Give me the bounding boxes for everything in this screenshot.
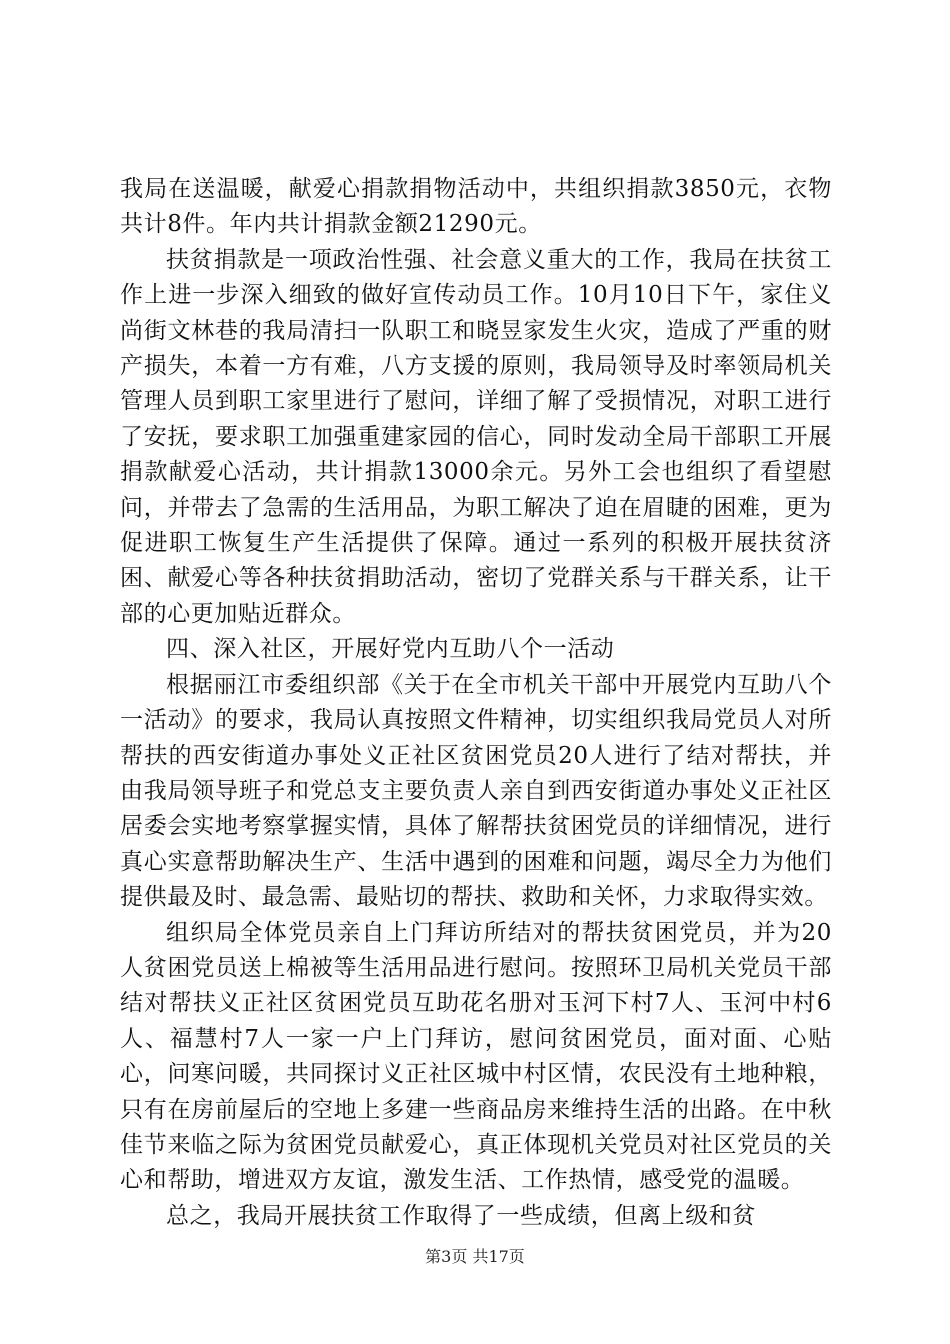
section-heading-community: 四、深入社区，开展好党内互助八个一活动 — [166, 636, 615, 663]
paragraph-poverty-donation: 扶贫捐款是一项政治性强、社会意义重大的工作，我局在扶贫工作上进一步深入细致的做好宣传动员工作。10月10日下午，家住义尚街文林巷的我局清扫一队职工和晓昱家发生火灾，造成了严重的财产损失，本着一方有难，八方支援的原则，我局领导及时率领局机关管理人员到职工家里进行了慰问，详细了解了受损情况，对职工进行了安抚，要求职工加强重建家园的信心，同时发动全局干部职工开展捐款献爱心活动，共计捐款13000余元。另外工会也组织了看望慰问，并带去了急需的生活用品，为职工解决了迫在眉睫的困难，更为促进职工恢复生产生活提供了保障。通过一系列的积极开展扶贫济困、献爱心等各种扶贫捐助活动，密切了党群关系与干群关系，让干部的心更加贴近群众。 — [120, 246, 832, 627]
paragraph-donation-summary: 我局在送温暖，献爱心捐款捐物活动中，共组织捐款3850元，衣物共计8件。年内共计捐款金额21290元。 — [120, 176, 832, 238]
document-body — [120, 172, 832, 1234]
paragraph-conclusion: 总之，我局开展扶贫工作取得了一些成绩，但离上级和贫 — [166, 1202, 756, 1229]
page-number: 第3页 共17页 — [425, 1247, 525, 1266]
page-footer — [0, 1244, 950, 1267]
paragraph-home-visits: 组织局全体党员亲自上门拜访所结对的帮扶贫困党员，并为20人贫困党员送上棉被等生活用品进行慰问。按照环卫局机关党员干部结对帮扶义正社区贫困党员互助花名册对玉河下村7人、玉河中村6人、福慧村7人一家一户上门拜访，慰问贫困党员，面对面、心贴心，问寒问暖，共同探讨义正社区城中村区情，农民没有土地种粮，只有在房前屋后的空地上多建一些商品房来维持生活的出路。在中秋佳节来临之际为贫困党员献爱心，真正体现机关党员对社区党员的关心和帮助，增进双方友谊，激发生活、工作热情，感受党的温暖。 — [120, 919, 832, 1194]
paragraph-party-mutual-aid: 根据丽江市委组织部《关于在全市机关干部中开展党内互助八个一活动》的要求，我局认真按照文件精神，切实组织我局党员人对所帮扶的西安街道办事处义正社区贫困党员20人进行了结对帮扶，并由我局领导班子和党总支主要负责人亲自到西安街道办事处义正社区居委会实地考察掌握实情，具体了解帮扶贫困党员的详细情况，进行真心实意帮助解决生产、生活中遇到的困难和问题，竭尽全力为他们提供最及时、最急需、最贴切的帮扶、救助和关怀，力求取得实效。 — [120, 671, 832, 911]
